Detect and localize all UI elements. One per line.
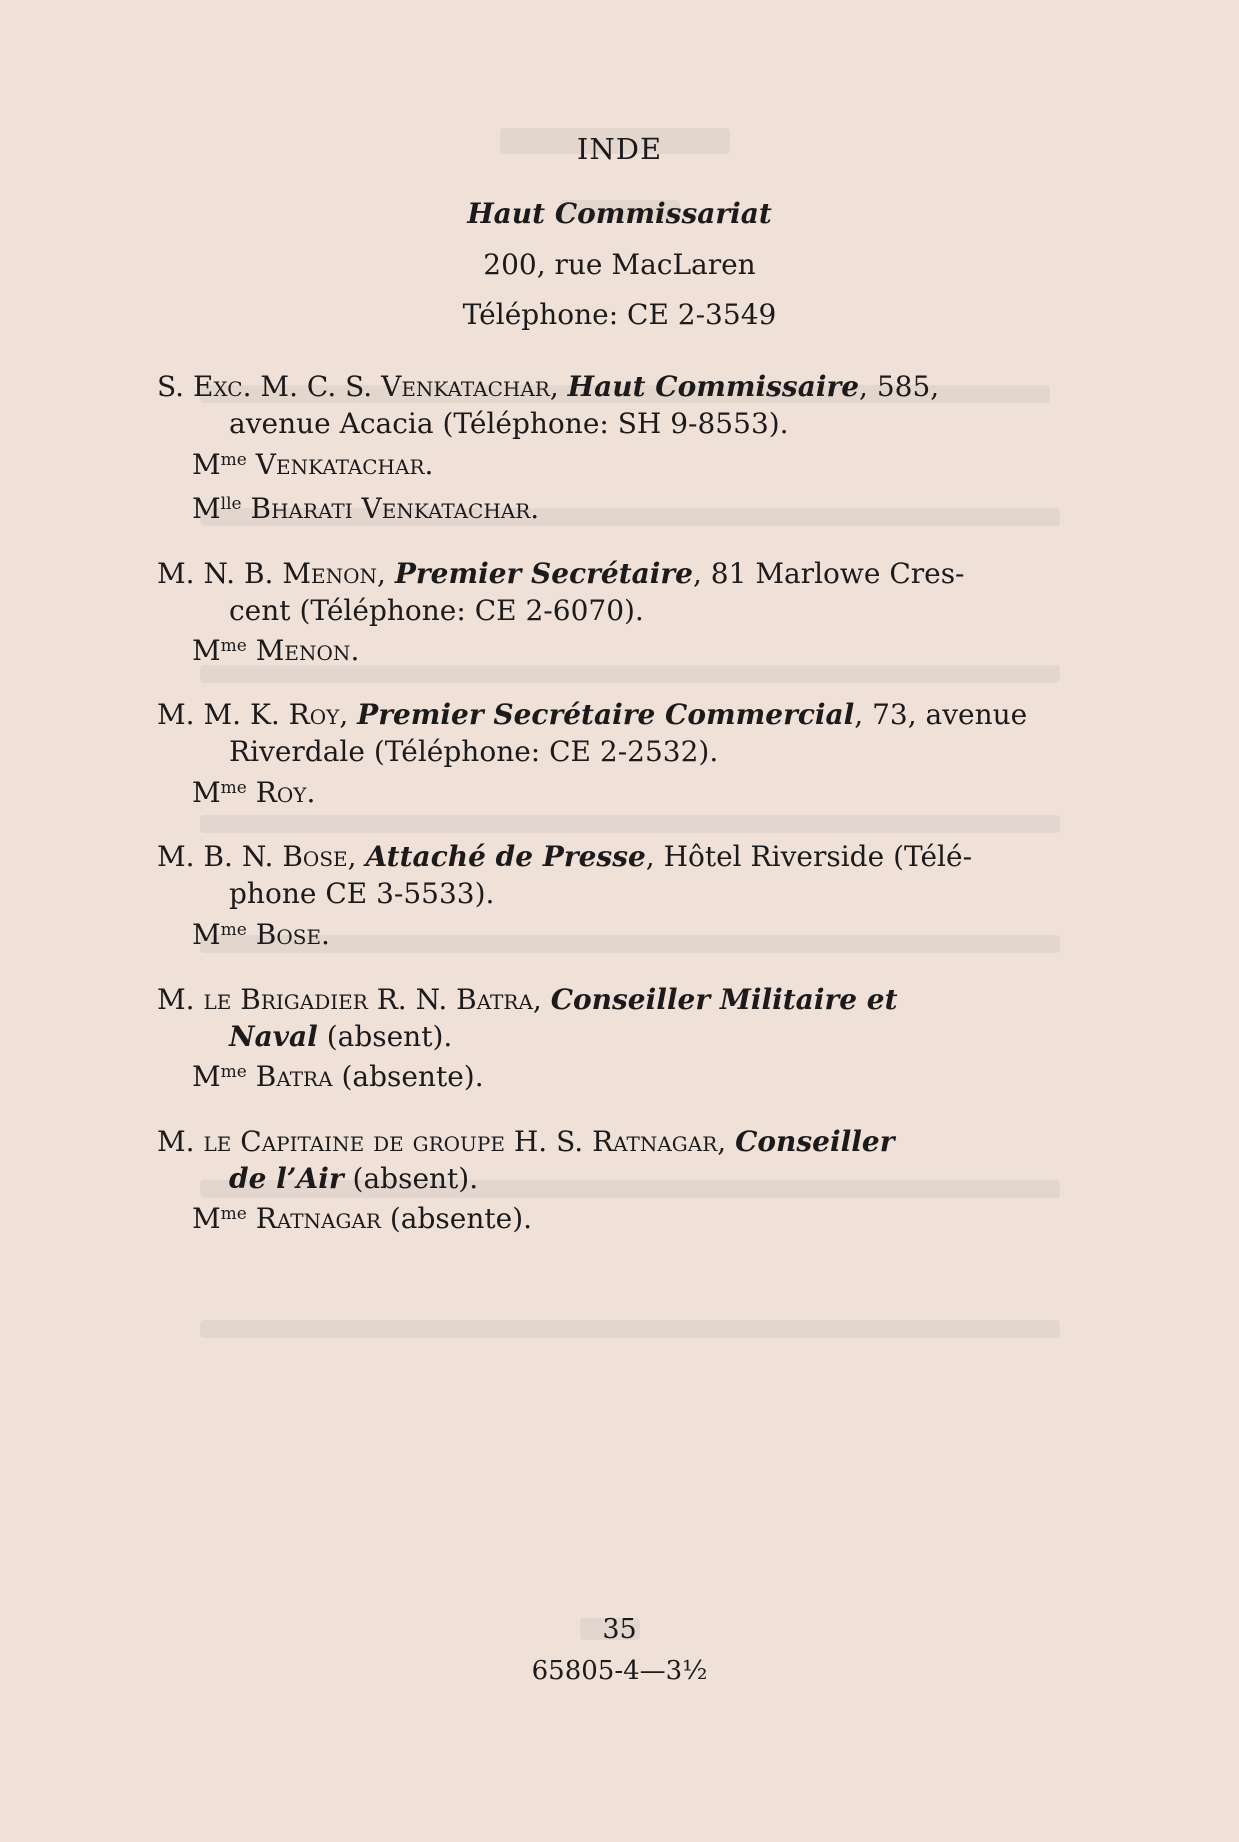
entry-title: Conseiller — [735, 1125, 895, 1158]
honorific-sup: me — [220, 1062, 247, 1082]
entry-separator: , — [339, 698, 358, 731]
spouse-name: Menon — [255, 634, 351, 667]
entry-line — [157, 555, 1069, 592]
entry-prefix: M. N. B. — [157, 557, 283, 590]
honorific-sup: lle — [220, 494, 242, 514]
entry-rank: Exc. — [192, 370, 252, 403]
honorific: M — [192, 776, 221, 809]
entry-surname: Ratnagar — [592, 1125, 718, 1158]
entry-title: Premier Secrétaire — [394, 557, 693, 590]
entry-initials: M. C. S. — [251, 370, 382, 403]
spouse-name: Venkatachar — [255, 448, 425, 481]
spouse-line — [192, 774, 315, 811]
spouse-line — [192, 446, 433, 483]
entry-details: , 73, avenue — [854, 698, 1028, 731]
entry-surname: Menon — [282, 557, 378, 590]
print-code: 65805-4—3½ — [531, 1656, 708, 1686]
spouse-name: Bose — [255, 918, 322, 951]
entry-line — [157, 696, 1069, 733]
office-telephone: Téléphone: CE 2-3549 — [462, 298, 777, 331]
entry-title: Haut Commissaire — [567, 370, 860, 403]
directory-entry — [157, 555, 1069, 629]
entry-continuation — [157, 1018, 1069, 1055]
entry-rank: le Capitaine de groupe — [203, 1125, 505, 1158]
spouse-line — [192, 1200, 532, 1237]
directory-entry — [157, 838, 1069, 912]
entry-details: (absent). — [317, 1020, 453, 1053]
spouse-line — [192, 1058, 484, 1095]
honorific: M — [192, 634, 221, 667]
entry-details: , Hôtel Riverside (Télé- — [645, 840, 973, 873]
entry-continuation: phone CE 3-5533). — [229, 877, 495, 910]
office-address: 200, rue MacLaren — [483, 248, 756, 281]
entry-line — [157, 838, 1069, 875]
spouse-suffix: (absente). — [380, 1202, 533, 1235]
entry-separator: , — [377, 557, 395, 590]
entry-separator: , — [549, 370, 568, 403]
office-heading: Haut Commissariat — [467, 197, 772, 230]
entry-initials: R. N. — [367, 983, 457, 1016]
spouse-suffix: . — [530, 492, 540, 525]
entry-prefix: S. — [157, 370, 193, 403]
spouse-name: Batra — [255, 1060, 333, 1093]
entry-prefix: M. — [157, 983, 204, 1016]
spouse-name: Ratnagar — [255, 1202, 381, 1235]
spouse-suffix: . — [306, 776, 316, 809]
directory-entry — [157, 696, 1069, 770]
entry-continuation: avenue Acacia (Téléphone: SH 9-8553). — [229, 407, 789, 440]
spouse-line — [192, 632, 359, 669]
entry-rank: le Brigadier — [203, 983, 368, 1016]
directory-entry — [157, 981, 1069, 1055]
entry-title: Attaché de Presse — [365, 840, 646, 873]
entry-continuation: cent (Téléphone: CE 2-6070). — [229, 594, 644, 627]
honorific-sup: me — [220, 778, 247, 798]
entry-details: , 81 Marlowe Cres- — [692, 557, 965, 590]
entry-continuation — [157, 1160, 1069, 1197]
entry-separator: , — [532, 983, 551, 1016]
entry-title: Premier Secrétaire Commercial — [357, 698, 855, 731]
directory-entry — [157, 1123, 1069, 1197]
entry-initials: H. S. — [504, 1125, 593, 1158]
honorific: M — [192, 1202, 221, 1235]
entry-separator: , — [717, 1125, 736, 1158]
entry-surname: Batra — [456, 983, 533, 1016]
spouse-suffix: . — [424, 448, 434, 481]
entry-separator: , — [347, 840, 366, 873]
spouse-suffix: (absente). — [332, 1060, 484, 1093]
entry-details: , 585, — [859, 370, 940, 403]
honorific: M — [192, 918, 221, 951]
entry-line — [157, 981, 1069, 1018]
entry-line — [157, 368, 1069, 405]
entry-prefix: M. M. K. — [157, 698, 289, 731]
directory-entry — [157, 368, 1069, 442]
honorific-sup: me — [220, 1204, 247, 1224]
entry-title-cont: de l’Air — [229, 1162, 344, 1195]
honorific: M — [192, 1060, 221, 1093]
honorific: M — [192, 448, 221, 481]
entry-continuation: Riverdale (Téléphone: CE 2-2532). — [229, 735, 719, 768]
spouse-suffix: . — [350, 634, 360, 667]
spouse-suffix: . — [321, 918, 330, 951]
honorific: M — [192, 492, 221, 525]
spouse-line — [192, 490, 539, 527]
spouse-name: Bharati Venkatachar — [250, 492, 531, 525]
entry-title-cont: Naval — [229, 1020, 318, 1053]
entry-details: (absent). — [343, 1162, 479, 1195]
honorific-sup: me — [220, 920, 247, 940]
spouse-line — [192, 916, 330, 953]
honorific-sup: me — [220, 450, 247, 470]
country-heading: INDE — [576, 132, 663, 166]
page-number: 35 — [602, 1614, 637, 1645]
entry-surname: Bose — [282, 840, 348, 873]
entry-title: Conseiller Militaire et — [550, 983, 898, 1016]
entry-line — [157, 1123, 1069, 1160]
honorific-sup: me — [220, 636, 247, 656]
entry-prefix: M. B. N. — [157, 840, 283, 873]
entry-prefix: M. — [157, 1125, 204, 1158]
spouse-name: Roy — [255, 776, 307, 809]
entry-surname: Roy — [288, 698, 340, 731]
entry-surname: Venkatachar — [381, 370, 550, 403]
